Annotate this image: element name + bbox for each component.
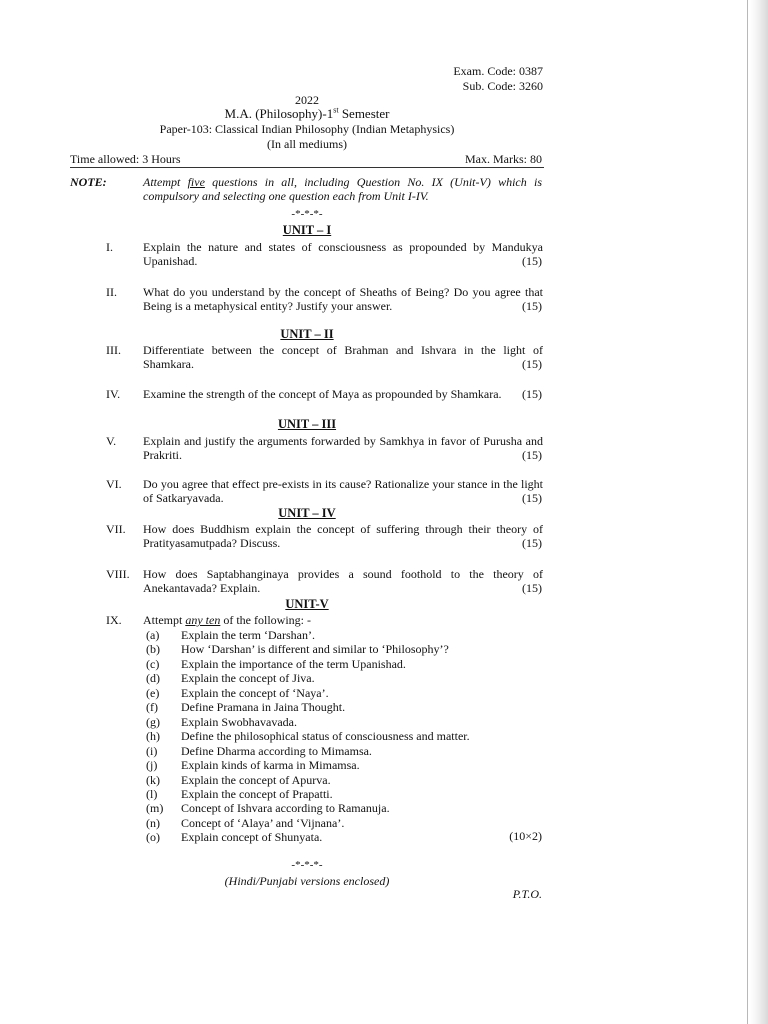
course-title <box>0 107 614 121</box>
time-allowed: Time allowed: 3 Hours <box>70 152 181 166</box>
page-edge-shadow <box>750 0 768 1024</box>
sub-question-text: Define Pramana in Jaina Thought. <box>181 700 346 714</box>
sub-question-label: (g) <box>146 715 160 729</box>
note-text <box>143 175 542 203</box>
sub-question-text: Explain concept of Shunyata. <box>181 830 323 844</box>
sub-question-label: (n) <box>146 816 160 830</box>
versions-note: (Hindi/Punjabi versions enclosed) <box>224 874 390 888</box>
sub-question-label: (m) <box>146 801 164 815</box>
unit-3-heading: UNIT – III <box>277 417 337 431</box>
note-text-part2: questions in all, including Question No. IX (Unit-V) which is compulsory and selecting one question each from Unit I-IV. <box>143 175 542 203</box>
sub-question-label: (d) <box>146 671 160 685</box>
question-marks: (15) <box>522 254 542 268</box>
question-text-body: Do you agree that effect pre-exists in its cause? Rationalize your stance in the light of Satkaryavada. <box>143 477 543 505</box>
question-number: I. <box>106 240 113 254</box>
sub-question-label: (f) <box>146 700 158 714</box>
course-title-main: M.A. (Philosophy)-1 <box>224 106 334 121</box>
note-separator: -*-*-*- <box>291 208 323 220</box>
question-text <box>143 343 543 371</box>
header-rule <box>70 167 544 168</box>
end-separator: -*-*-*- <box>291 859 323 871</box>
question-text <box>143 477 543 505</box>
course-title-rest: Semester <box>338 106 390 121</box>
sub-question-text: Explain Swobhavavada. <box>181 715 297 729</box>
sub-question-label: (j) <box>146 758 158 772</box>
question-number: VI. <box>106 477 122 491</box>
question-marks: (15) <box>522 357 542 371</box>
unit-4-heading: UNIT – IV <box>278 506 336 520</box>
question-number: II. <box>106 285 117 299</box>
question-text <box>143 522 543 550</box>
unit-2-heading: UNIT – II <box>280 327 334 341</box>
page-edge-line <box>747 0 748 1024</box>
course-title-sup: st <box>333 105 339 115</box>
sub-question-text: Explain the concept of Prapatti. <box>181 787 333 801</box>
sub-question-text: Explain the concept of Apurva. <box>181 773 331 787</box>
exam-year: 2022 <box>295 93 319 107</box>
unit-5-heading: UNIT-V <box>285 597 329 611</box>
question-ix-intro-1: Attempt <box>143 613 186 627</box>
question-text <box>143 285 543 313</box>
question-ix-marks: (10×2) <box>509 829 542 843</box>
max-marks: Max. Marks: 80 <box>465 152 542 166</box>
question-text <box>143 567 543 595</box>
sub-question-text: Define the philosophical status of consciousness and matter. <box>181 729 470 743</box>
question-text-body: Explain the nature and states of consciousness as propounded by Mandukya Upanishad. <box>143 240 543 268</box>
question-number: V. <box>106 434 117 448</box>
sub-question-text: Explain kinds of karma in Mimamsa. <box>181 758 360 772</box>
question-text-body: Examine the strength of the concept of Maya as propounded by Shamkara. <box>143 387 502 401</box>
question-marks: (15) <box>522 448 542 462</box>
question-text-body: Explain and justify the arguments forwarded by Samkhya in favor of Purusha and Prakriti. <box>143 434 543 462</box>
sub-question-text: Define Dharma according to Mimamsa. <box>181 744 372 758</box>
sub-question-text: Explain the term ‘Darshan’. <box>181 628 315 642</box>
sub-question-text: Concept of Ishvara according to Ramanuja. <box>181 801 390 815</box>
sub-question-text: Concept of ‘Alaya’ and ‘Vijnana’. <box>181 816 345 830</box>
question-marks: (15) <box>522 387 542 401</box>
question-text-body: How does Saptabhanginaya provides a sound foothold to the theory of Anekantavada? Explain. <box>143 567 543 595</box>
note-text-emphasis: five <box>187 175 205 189</box>
question-ix-intro <box>143 613 311 627</box>
sub-question-text: Explain the concept of ‘Naya’. <box>181 686 329 700</box>
question-text-body: How does Buddhism explain the concept of suffering through their theory of Pratityasamutpada? Discuss. <box>143 522 543 550</box>
unit-1-heading: UNIT – I <box>282 223 332 237</box>
question-text <box>143 434 543 462</box>
question-number: IV. <box>106 387 121 401</box>
question-marks: (15) <box>522 581 542 595</box>
sub-question-label: (o) <box>146 830 160 844</box>
question-number: VIII. <box>106 567 130 581</box>
paper-title: Paper-103: Classical Indian Philosophy (Indian Metaphysics) <box>159 122 455 136</box>
question-marks: (15) <box>522 536 542 550</box>
sub-question-label: (k) <box>146 773 160 787</box>
mediums-note: (In all mediums) <box>267 137 347 151</box>
pto-note: P.T.O. <box>512 887 542 901</box>
sub-code: Sub. Code: 3260 <box>462 79 543 93</box>
question-text-body: What do you understand by the concept of Sheaths of Being? Do you agree that Being is a metaphysical entity? Justify your answer. <box>143 285 543 313</box>
sub-question-label: (a) <box>146 628 160 642</box>
exam-code: Exam. Code: 0387 <box>453 64 543 78</box>
sub-question-text: How ‘Darshan’ is different and similar to ‘Philosophy’? <box>181 642 449 656</box>
question-number: IX. <box>106 613 122 627</box>
sub-question-text: Explain the concept of Jiva. <box>181 671 315 685</box>
question-marks: (15) <box>522 491 542 505</box>
sub-question-label: (e) <box>146 686 160 700</box>
question-marks: (15) <box>522 299 542 313</box>
question-text-body: Differentiate between the concept of Brahman and Ishvara in the light of Shamkara. <box>143 343 543 371</box>
sub-question-label: (l) <box>146 787 158 801</box>
question-text <box>143 240 543 268</box>
note-text-part1: Attempt <box>143 175 188 189</box>
sub-question-label: (h) <box>146 729 160 743</box>
question-number: VII. <box>106 522 126 536</box>
question-ix-intro-emphasis: any ten <box>185 613 221 627</box>
question-number: III. <box>106 343 121 357</box>
sub-question-text: Explain the importance of the term Upanishad. <box>181 657 406 671</box>
sub-question-label: (c) <box>146 657 160 671</box>
question-ix-intro-2: of the following: - <box>220 613 311 627</box>
sub-question-label: (b) <box>146 642 160 656</box>
sub-question-label: (i) <box>146 744 158 758</box>
note-label: NOTE: <box>70 175 107 189</box>
